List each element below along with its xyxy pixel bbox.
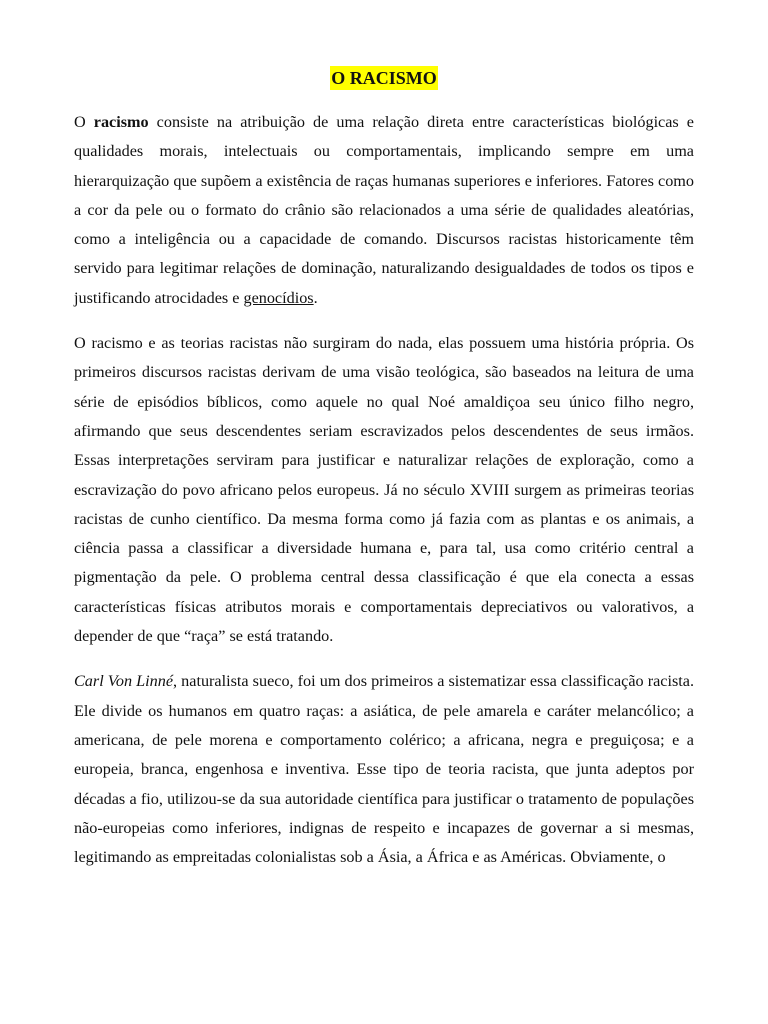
title-wrapper [74, 66, 694, 90]
paragraph-2: O racismo e as teorias racistas não surgiram do nada, elas possuem uma história própria. Os primeiros discursos racistas derivam de uma visão teológica, são baseados na leitura de uma série de episódios bíblicos, como aquele no qual Noé amaldiçoa seu único filho negro, afirmando que seus descendentes seriam escravizados pelos descendentes de seus irmãos. Essas interpretações serviram para justificar e naturalizar relações de exploração, como a escravização do povo africano pelos europeus. Já no século XVIII surgem as primeiras teorias racistas de cunho científico. Da mesma forma como já fazia com as plantas e os animais, a ciência passa a classificar a diversidade humana e, para tal, usa como critério central a pigmentação da pele. O problema central dessa classificação é que ela conecta a essas características físicas atributos morais e comportamentais depreciativos ou valorativos, a depender de que “raça” se está tratando. [74, 334, 694, 646]
p3-body-text: , naturalista sueco, foi um dos primeiros a sistematizar essa classificação racista. Ele divide os humanos em quatro raças: a asiática, de pele amarela e caráter melancólico; a americana, de pele morena e comportamento colérico; a africana, negra e preguiçosa; e a europeia, branca, engenhosa e inventiva. Esse tipo de teoria racista, que junta adeptos por décadas a fio, utilizou-se da sua autoridade científica para justificar o tratamento de populações não-europeias como inferiores, indignas de respeito e incapazes de governar a si mesmas, legitimando as empreitadas colonialistas sob a Ásia, a África e as Américas. Obviamente, o [74, 672, 695, 867]
p1-end-text: . [313, 288, 318, 307]
carl-von-linne-name: Carl Von Linné [74, 672, 174, 691]
racismo-term: racismo [93, 113, 149, 131]
document-title: O RACISMO [331, 68, 437, 88]
p1-lead-text: O [74, 113, 94, 131]
p1-body-text: consiste na atribuição de uma relação direta entre características biológicas e qualidades morais, intelectuais ou comportamentais, implicando sempre em uma hierarquização que supõem a existência de raças humanas superiores e inferiores. Fatores como a cor da pele ou o formato do crânio são relacionados a uma série de qualidades aleatórias, como a inteligência ou a capacidade de comando. Discursos racistas historicamente têm servido para legitimar relações de dominação, naturalizando desigualdades de todos os tipos e justificando atrocidades e [74, 113, 694, 307]
genocidios-link[interactable]: genocídios [243, 288, 314, 307]
paragraph-3 [74, 667, 694, 872]
paragraph-1 [74, 108, 694, 313]
